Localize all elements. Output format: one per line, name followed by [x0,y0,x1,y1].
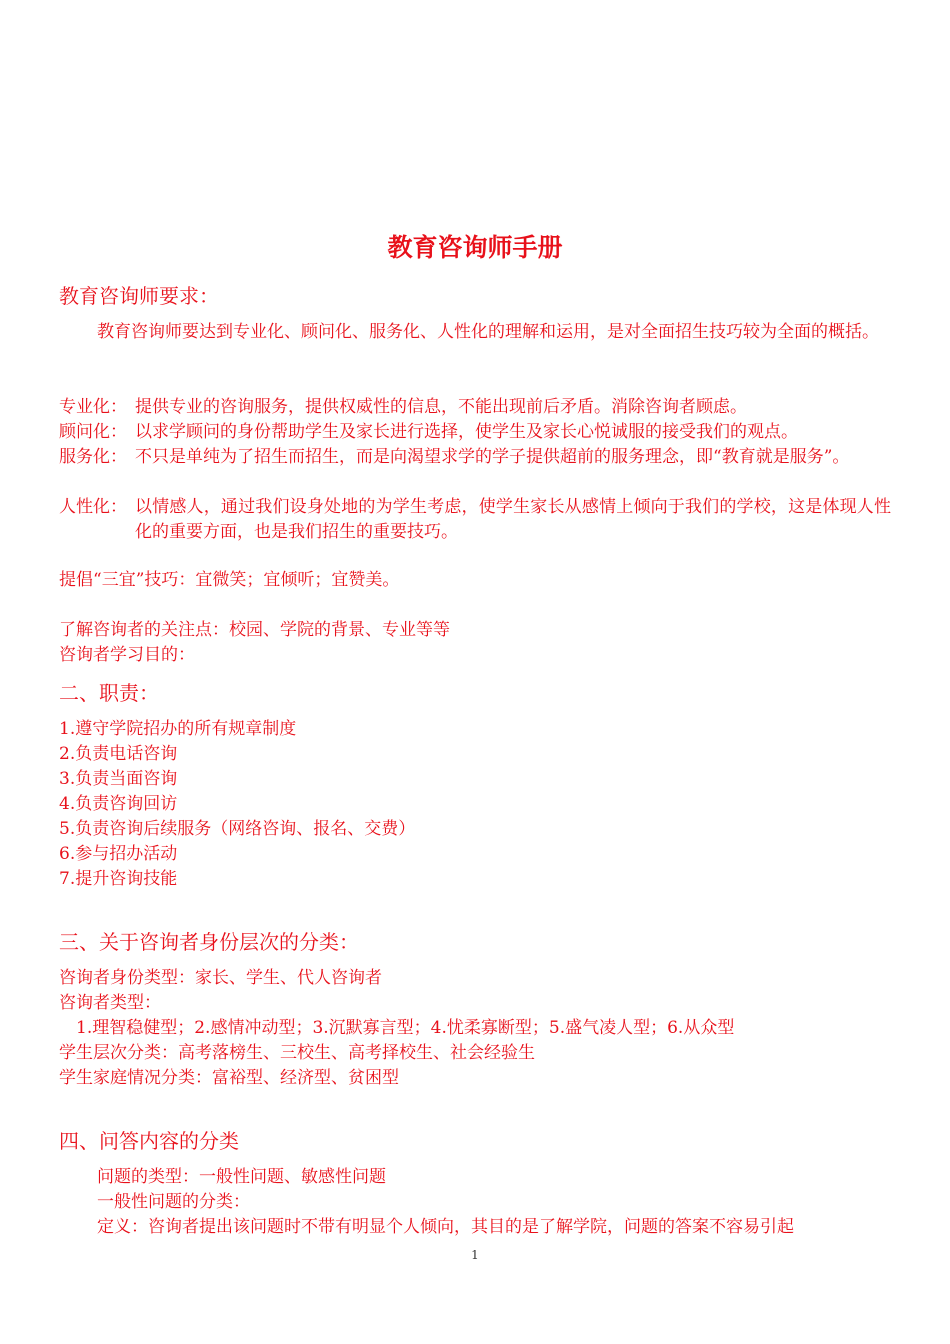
purpose-line: 咨询者学习目的： [59,645,195,665]
duty-item: 2.负责电话咨询 [59,744,178,764]
section-heading-requirements: 教育咨询师要求： [59,284,219,308]
requirement-item [59,495,891,545]
section-heading-duties: 二、职责： [59,681,159,705]
requirement-term: 专业化： [59,397,127,417]
types-label: 咨询者类型： [59,993,161,1013]
requirement-text: 以情感人，通过我们设身处地的为学生考虑，使学生家长从感情上倾向于我们的学校，这是体现人性化的重要方面，也是我们招生的重要技巧。 [135,497,891,542]
duty-item: 3.负责当面咨询 [59,769,178,789]
qa-general-line: 一般性问题的分类： [97,1192,250,1212]
duty-item: 5.负责咨询后续服务（网络咨询、报名、交费） [59,819,416,839]
document-title: 教育咨询师手册 [387,233,563,262]
section-heading-qa: 四、问答内容的分类 [59,1129,239,1153]
requirement-term: 人性化： [59,497,127,517]
qa-types-line: 问题的类型：一般性问题、敏感性问题 [97,1167,386,1187]
requirement-text: 不只是单纯为了招生而招生，而是向渴望求学的学子提供超前的服务理念，即“教育就是服务”。 [135,447,850,467]
requirements-intro: 教育咨询师要达到专业化、顾问化、服务化、人性化的理解和运用，是对全面招生技巧较为全面的概括。 [97,322,879,342]
student-level-line: 学生层次分类：高考落榜生、三校生、高考择校生、社会经验生 [59,1043,535,1063]
requirement-item [59,420,891,445]
requirement-term: 顾问化： [59,422,127,442]
tips-line: 提倡“三宜”技巧：宜微笑；宜倾听；宜赞美。 [59,570,400,590]
duty-item: 6.参与招办活动 [59,844,178,864]
requirement-item [59,395,891,420]
family-line: 学生家庭情况分类：富裕型、经济型、贫困型 [59,1068,399,1088]
duty-item: 7.提升咨询技能 [59,869,178,889]
requirement-term: 服务化： [59,447,127,467]
requirement-text: 提供专业的咨询服务，提供权威性的信息，不能出现前后矛盾。消除咨询者顾虑。 [135,397,747,417]
section-heading-classification: 三、关于咨询者身份层次的分类： [59,930,359,954]
identity-line: 咨询者身份类型：家长、学生、代人咨询者 [59,968,382,988]
qa-definition-line: 定义：咨询者提出该问题时不带有明显个人倾向，其目的是了解学院，问题的答案不容易引起 [97,1217,794,1237]
requirement-item [59,445,891,470]
types-list: 1.理智稳健型；2.感情冲动型；3.沉默寡言型；4.忧柔寡断型；5.盛气凌人型；6.从众型 [76,1018,735,1038]
duty-item: 1.遵守学院招办的所有规章制度 [59,719,297,739]
page-number: 1 [471,1248,479,1262]
requirement-text: 以求学顾问的身份帮助学生及家长进行选择，使学生及家长心悦诚服的接受我们的观点。 [135,422,798,442]
duty-item: 4.负责咨询回访 [59,794,178,814]
focus-line: 了解咨询者的关注点：校园、学院的背景、专业等等 [59,620,450,640]
